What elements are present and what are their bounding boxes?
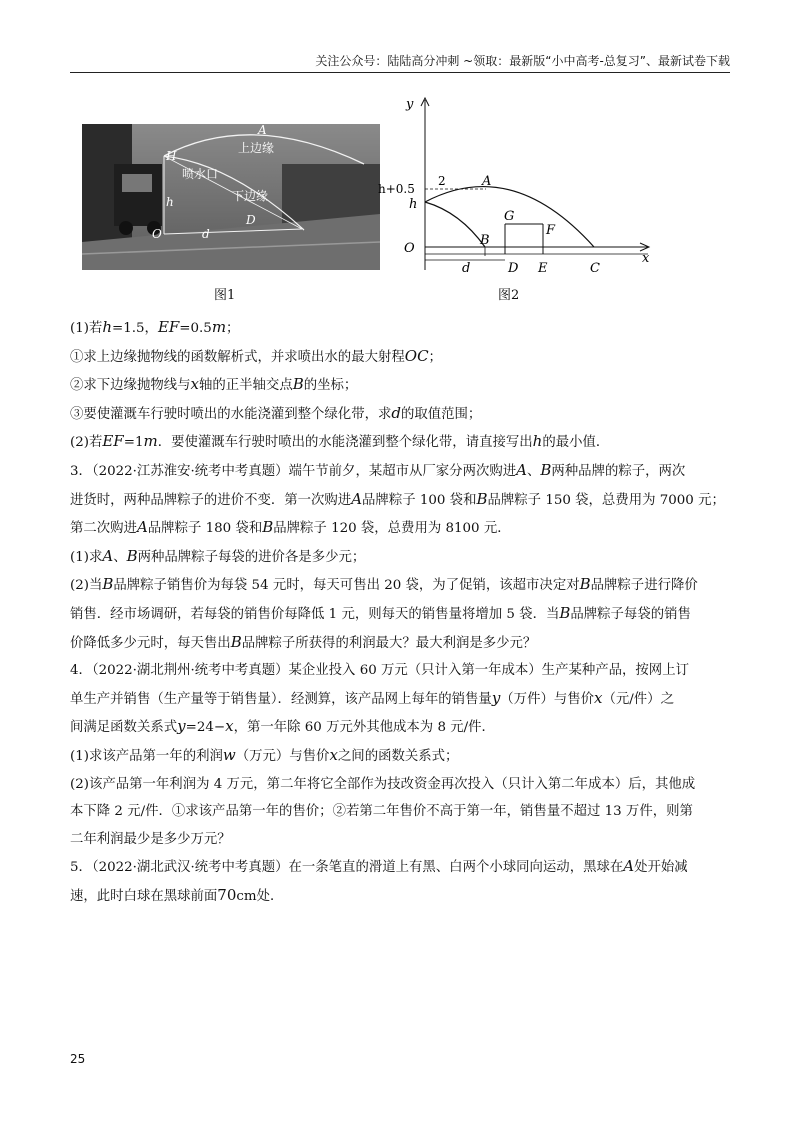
line-4: ③要使灌溉车行驶时喷出的水能浇灌到整个绿化带，求d的取值范围； [70, 403, 482, 422]
question-4-line-7: 二年利润最少是多少万元？ [70, 831, 231, 847]
fig2-label-O: O [404, 241, 415, 256]
question-3-line-5: (2)当B品牌粽子销售价为每袋 54 元时，每天可售出 20 袋，为了促销，该超市决定对B品牌粽子进行降价 [70, 575, 698, 594]
line-1: (1)若h=1.5，EF=0.5m； [70, 318, 240, 336]
question-3-line-2: 进货时，两种品牌粽子的进价不变．第一次购进A品牌粽子 100 袋和B品牌粽子 150 袋，总费用为 7000 元； [70, 489, 725, 508]
question-3-line-4: (1)求A、B两种品牌粽子每袋的进价各是多少元； [70, 546, 366, 565]
fig2-label-D: D [508, 261, 519, 274]
figure-2-diagram [368, 94, 658, 278]
fig2-label-y: y [406, 97, 414, 112]
fig2-label-h-plus-half: h+0.5 [378, 182, 415, 196]
line-2: ①求上边缘抛物线的函数解析式，并求喷出水的最大射程OC； [70, 346, 442, 365]
fig2-label-h: h [409, 197, 418, 212]
fig2-label-A: A [482, 174, 492, 189]
line-3: ②求下边缘抛物线与x轴的正半轴交点B的坐标； [70, 375, 358, 394]
line-5: (2)若EF=1m．要使灌溉车行驶时喷出的水能浇灌到整个绿化带，请直接写出h的最小值． [70, 432, 610, 451]
fig1-label-nozzle: 喷水口 [182, 167, 219, 181]
question-4-line-5: (2)该产品第一年利润为 4 万元，第二年将它全部作为技改资金再次投入（只计入第二年成本）后，其他成 [70, 776, 696, 792]
figure-1-caption: 图1 [214, 288, 236, 303]
question-5-line-2: 速，此时白球在黑球前面70cm处． [70, 885, 284, 904]
question-3-line-3: 第二次购进A品牌粽子 180 袋和B品牌粽子 120 袋，总费用为 8100 元． [70, 518, 511, 537]
question-4-line-6: 本下降 2 元/件．①求该产品第一年的售价；②若第二年售价不高于第一年，销售量不超过 13 万件，则第 [70, 804, 693, 820]
problem-text [70, 314, 730, 910]
fig1-label-D: D [246, 213, 256, 227]
fig1-label-lower-edge: 下边缘 [232, 189, 269, 203]
fig2-label-F: F [546, 223, 556, 238]
fig2-label-2: 2 [438, 174, 446, 188]
question-4-line-2: 单生产并销售（生产量等于销售量）．经测算，该产品网上每年的销售量y（万件）与售价x（元/件）之 [70, 688, 674, 707]
question-3-line-6: 销售．经市场调研，若每袋的销售价每降低 1 元，则每天的销售量将增加 5 袋．当B品牌粽子每袋的销售 [70, 603, 691, 622]
fig1-label-h: h [166, 195, 174, 209]
question-5-line-1: 5．（2022·湖北武汉·统考中考真题）在一条笔直的滑道上有黑、白两个小球同向运动，黑球在A处开始减 [70, 857, 688, 876]
fig2-label-C: C [590, 261, 600, 274]
figure-1-photo [82, 124, 380, 270]
question-3-line-1: 3．（2022·江苏淮安·统考中考真题）端午节前夕，某超市从厂家分两次购进A、B两种品牌的粽子，两次 [70, 460, 686, 479]
page-number: 25 [70, 1052, 86, 1066]
fig2-label-B: B [480, 233, 490, 248]
fig1-label-d: d [202, 227, 210, 241]
figure-2-caption: 图2 [498, 288, 520, 303]
question-3-line-7: 价降低多少元时，每天售出B品牌粽子所获得的利润最大？最大利润是多少元？ [70, 632, 537, 651]
page-header: 关注公众号：陆陆高分冲刺 ~领取：最新版“小中高考-总复习”、最新试卷下载 [70, 50, 730, 73]
fig2-label-x: x [642, 251, 650, 266]
question-4-line-4: (1)求该产品第一年的利润w（万元）与售价x之间的函数关系式； [70, 745, 459, 764]
fig2-label-E: E [538, 261, 548, 274]
fig1-label-upper-edge: 上边缘 [238, 141, 275, 155]
question-4-line-1: 4．（2022·湖北荆州·统考中考真题）某企业投入 60 万元（只计入第一年成本）生产某种产品，按网上订 [70, 663, 689, 679]
fig1-label-A: A [258, 124, 267, 137]
fig2-label-G: G [504, 209, 515, 224]
fig1-label-O: O [152, 227, 162, 241]
question-4-line-3: 间满足函数关系式y=24−x，第一年除 60 万元外其他成本为 8 元/件． [70, 717, 495, 736]
fig1-label-H: H [166, 149, 177, 163]
fig2-label-d: d [462, 261, 471, 274]
